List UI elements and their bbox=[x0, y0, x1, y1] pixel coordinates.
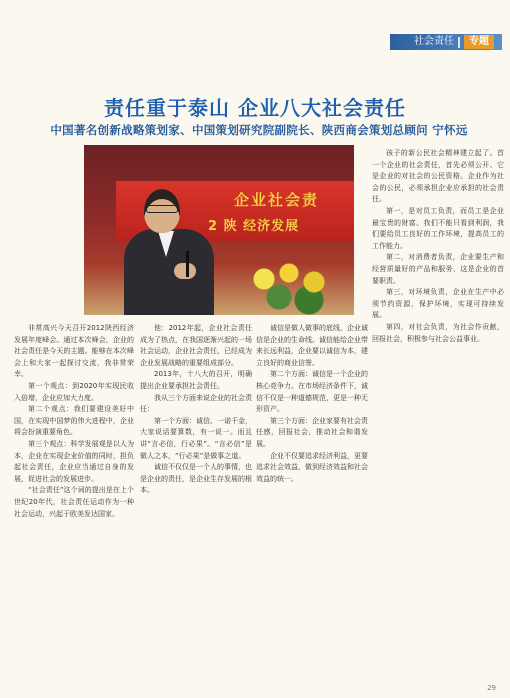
paragraph: 非常高兴今天召开2012陕西经济发展年度峰会。通过本次峰会，企业的社会责任是今天的主题。能够在本次峰会上和大家一起探讨交流，我非常荣幸。 bbox=[14, 324, 134, 379]
article-title: 责任重于泰山 企业八大社会责任 bbox=[104, 96, 406, 120]
section-header bbox=[390, 34, 502, 50]
paragraph: 企业不仅要追求经济利益，更要追求社会效益，做到经济效益和社会效益的统一。 bbox=[256, 451, 368, 483]
microphone-icon bbox=[186, 251, 189, 277]
paragraph: 2013年，十八大的召开，明确提出企业要承担社会责任。 bbox=[140, 370, 252, 390]
article-subtitle: 中国著名创新战略策划家、中国策划研究院副院长、陕西商会策划总顾问 宁怀远 bbox=[50, 123, 468, 137]
paragraph: 我从三个方面来说企业的社会责任： bbox=[140, 393, 252, 414]
divider bbox=[458, 37, 460, 48]
photo-banner-text-2: 2 陕 经济发展 bbox=[208, 219, 300, 234]
speaker-figure bbox=[124, 165, 234, 315]
flower-arrangement bbox=[244, 255, 344, 315]
text-column-middle-2 bbox=[256, 323, 368, 683]
photo-banner-text-1: 企业社会责 bbox=[234, 191, 320, 209]
paragraph: 第三个方面：企业家要有社会责任感，回报社会，推动社会和谐发展。 bbox=[256, 416, 368, 448]
section-label: 社会责任 bbox=[414, 36, 454, 47]
text-column-right bbox=[372, 148, 504, 683]
paragraph: 孩子的新公民社会精神建立起了。首一个企业的社会责任，首先必须公开、它是企业的对社会的公民资格。企业作为社会的公民，必须承担企业应承担的社会责任。 bbox=[372, 149, 504, 204]
paragraph: 第二个方面：诚信是一个企业的核心竞争力。在市场经济条件下，诚信不仅是一种道德规范，更是一种无形资产。 bbox=[256, 370, 368, 414]
paragraph: 第二个观点：我们要建设美好中国，在实现中国梦的伟大进程中，企业将会扮演重要角色。 bbox=[14, 405, 134, 437]
paragraph: 第一个方面：诚信。一诺千金，大家说话要算数，有一说一。而且讲“言必信，行必果”。“言必信”是做人之本，“行必果”是做事之道。 bbox=[140, 416, 252, 460]
paragraph: 诚信是做人做事的底线，企业诚信是企业的生命线。诚信能给企业带来长远利益，企业要以诚信为本，建立良好的商业信誉。 bbox=[256, 324, 368, 367]
text-column-left bbox=[14, 323, 134, 683]
paragraph: “社会责任”这个词的提出是在上个世纪20年代，社会责任运动作为一种社会运动，兴起于欧美发达国家。 bbox=[14, 486, 134, 518]
paragraph: 第三，对环境负责，企业在生产中必须节约资源，保护环境，实现可持续发展。 bbox=[372, 288, 504, 320]
paragraph: 第一，是对员工负责，而员工是企业最宝贵的财富。我们不能只看到利润，我们要给员工良好的工作环境，提高员工的工作能力。 bbox=[372, 206, 504, 250]
speaker-photo bbox=[84, 145, 354, 315]
paragraph: 诚信不仅仅是一个人的事情，也是企业的责任，是企业生存发展的根本。 bbox=[140, 463, 252, 495]
paragraph: 他：2012年起，企业社会责任成为了热点，在我国逐渐兴起的一场社会运动，企业社会责任，已经成为企业发展战略的重要组成部分。 bbox=[140, 324, 252, 367]
topic-badge: 专题 bbox=[464, 35, 494, 49]
paragraph: 第一个观点：到2020年实现民收入倍增，企业应加大力度。 bbox=[14, 381, 134, 402]
text-column-middle-1 bbox=[140, 323, 252, 683]
paragraph: 第三个观点：科学发展观是以人为本，企业在实现企业价值的同时，担负起社会责任，企业应当通过自身的发展，促进社会的发展进步。 bbox=[14, 439, 134, 483]
paragraph: 第四，对社会负责，为社会作贡献，回报社会，积极参与社会公益事业。 bbox=[372, 322, 504, 343]
paragraph: 第二，对消费者负责，企业要生产和经营质量好的产品和服务，这是企业的首要职责。 bbox=[372, 253, 504, 285]
page-number: 29 bbox=[487, 684, 496, 692]
